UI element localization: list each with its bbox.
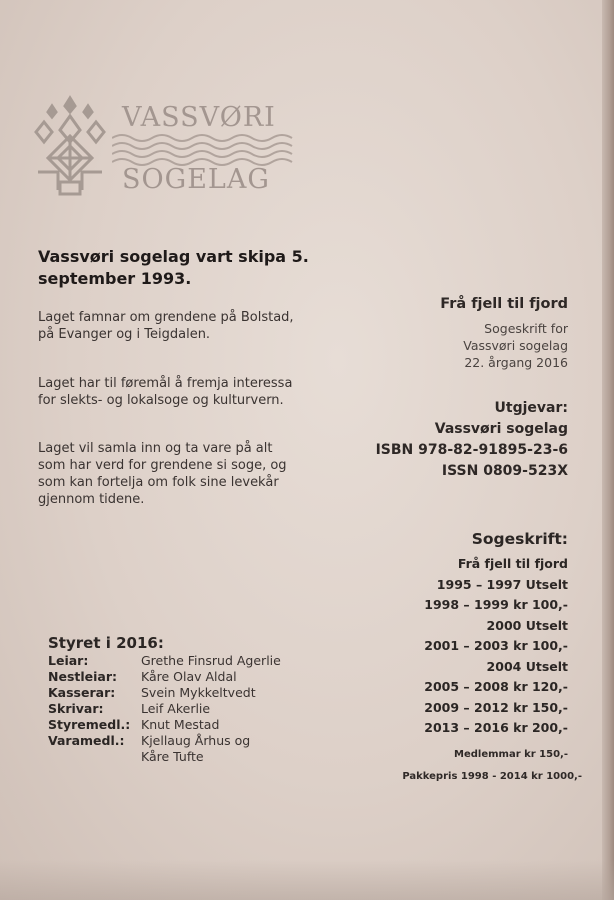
intro-paragraph: Laget famnar om grendene på Bolstad, på Evanger og i Teigdalen.	[38, 310, 294, 342]
logo-word-sogelag: SOGELAG	[122, 164, 270, 195]
package-price: Pakkepris 1998 - 2014 kr 1000,-	[402, 771, 582, 782]
list-item: 1998 – 1999 kr 100,-	[424, 597, 568, 612]
board-row	[48, 669, 281, 685]
publisher-label: Utgjevar:	[494, 400, 568, 416]
board-row	[48, 717, 281, 733]
list-item: 2013 – 2016 kr 200,-	[424, 720, 568, 735]
board-member-name: Grethe Finsrud Agerlie	[141, 653, 281, 668]
founding-heading: Vassvøri sogelag vart skipa 5. september 1993.	[38, 247, 309, 288]
board-role: Leiar:	[48, 653, 89, 668]
list-item: 2009 – 2012 kr 150,-	[424, 699, 568, 715]
list-item: 1995 – 1997 Utselt	[436, 576, 568, 592]
magazine-sub-line: 22. årgang 2016	[464, 355, 568, 370]
list-item: 2000 Utselt	[486, 617, 568, 633]
page-edge	[602, 0, 614, 900]
sogelag-logo	[30, 92, 300, 202]
page-shadow	[0, 860, 614, 900]
board-row	[48, 749, 281, 765]
isbn: ISBN 978-82-91895-23-6	[375, 442, 568, 458]
list-item: 2004 Utselt	[486, 658, 568, 674]
board-role	[48, 749, 141, 765]
board-member-name: Kjellaug Århus og	[141, 733, 251, 748]
board-role: Varamedl.:	[48, 733, 125, 748]
board-role: Skrivar:	[48, 701, 104, 716]
board-member-name: Knut Mestad	[141, 717, 220, 732]
list-item: 2005 – 2008 kr 120,-	[424, 679, 568, 694]
magazine-sub-line: Sogeskrift for	[484, 321, 568, 336]
board-member-name: Kåre Tufte	[141, 749, 204, 764]
list-item: 2001 – 2003 kr 100,-	[424, 638, 568, 653]
board-member-name: Svein Mykkeltvedt	[141, 685, 256, 700]
list-item: Frå fjell til fjord	[457, 556, 568, 571]
board-heading: Styret i 2016:	[48, 634, 164, 652]
board-role: Styremedl.:	[48, 717, 131, 732]
back-issues-list	[424, 554, 568, 739]
magazine-title: Frå fjell til fjord	[440, 296, 568, 312]
board-row	[48, 701, 281, 717]
back-issues-heading: Sogeskrift:	[471, 530, 568, 548]
board-role: Nestleiar:	[48, 669, 118, 684]
board-role: Kasserar:	[48, 685, 116, 700]
publisher-block	[376, 398, 568, 482]
ornament-icon	[30, 92, 110, 200]
issn: ISSN 0809-523X	[441, 463, 568, 479]
board-row	[48, 653, 281, 669]
board-row	[48, 733, 281, 749]
board-member-name: Kåre Olav Aldal	[141, 669, 237, 684]
board-list	[48, 653, 281, 765]
board-member-name: Leif Akerlie	[141, 701, 211, 716]
intro-paragraph: Laget har til føremål å fremja interessa for slekts- og lokalsoge og kulturvern.	[38, 376, 293, 408]
magazine-sub-line: Vassvøri sogelag	[463, 338, 568, 353]
magazine-subtitle	[463, 320, 568, 371]
intro-paragraph: Laget vil samla inn og ta vare på alt som har verd for grendene si soge, og som kan fortelja om folk sine levekår gjennom tidene.	[38, 441, 287, 507]
publisher-name: Vassvøri sogelag	[434, 421, 568, 437]
logo-word-vassvori: VASSVØRI	[122, 102, 276, 133]
members-price: Medlemmar kr 150,-	[454, 749, 568, 760]
board-row	[48, 685, 281, 701]
